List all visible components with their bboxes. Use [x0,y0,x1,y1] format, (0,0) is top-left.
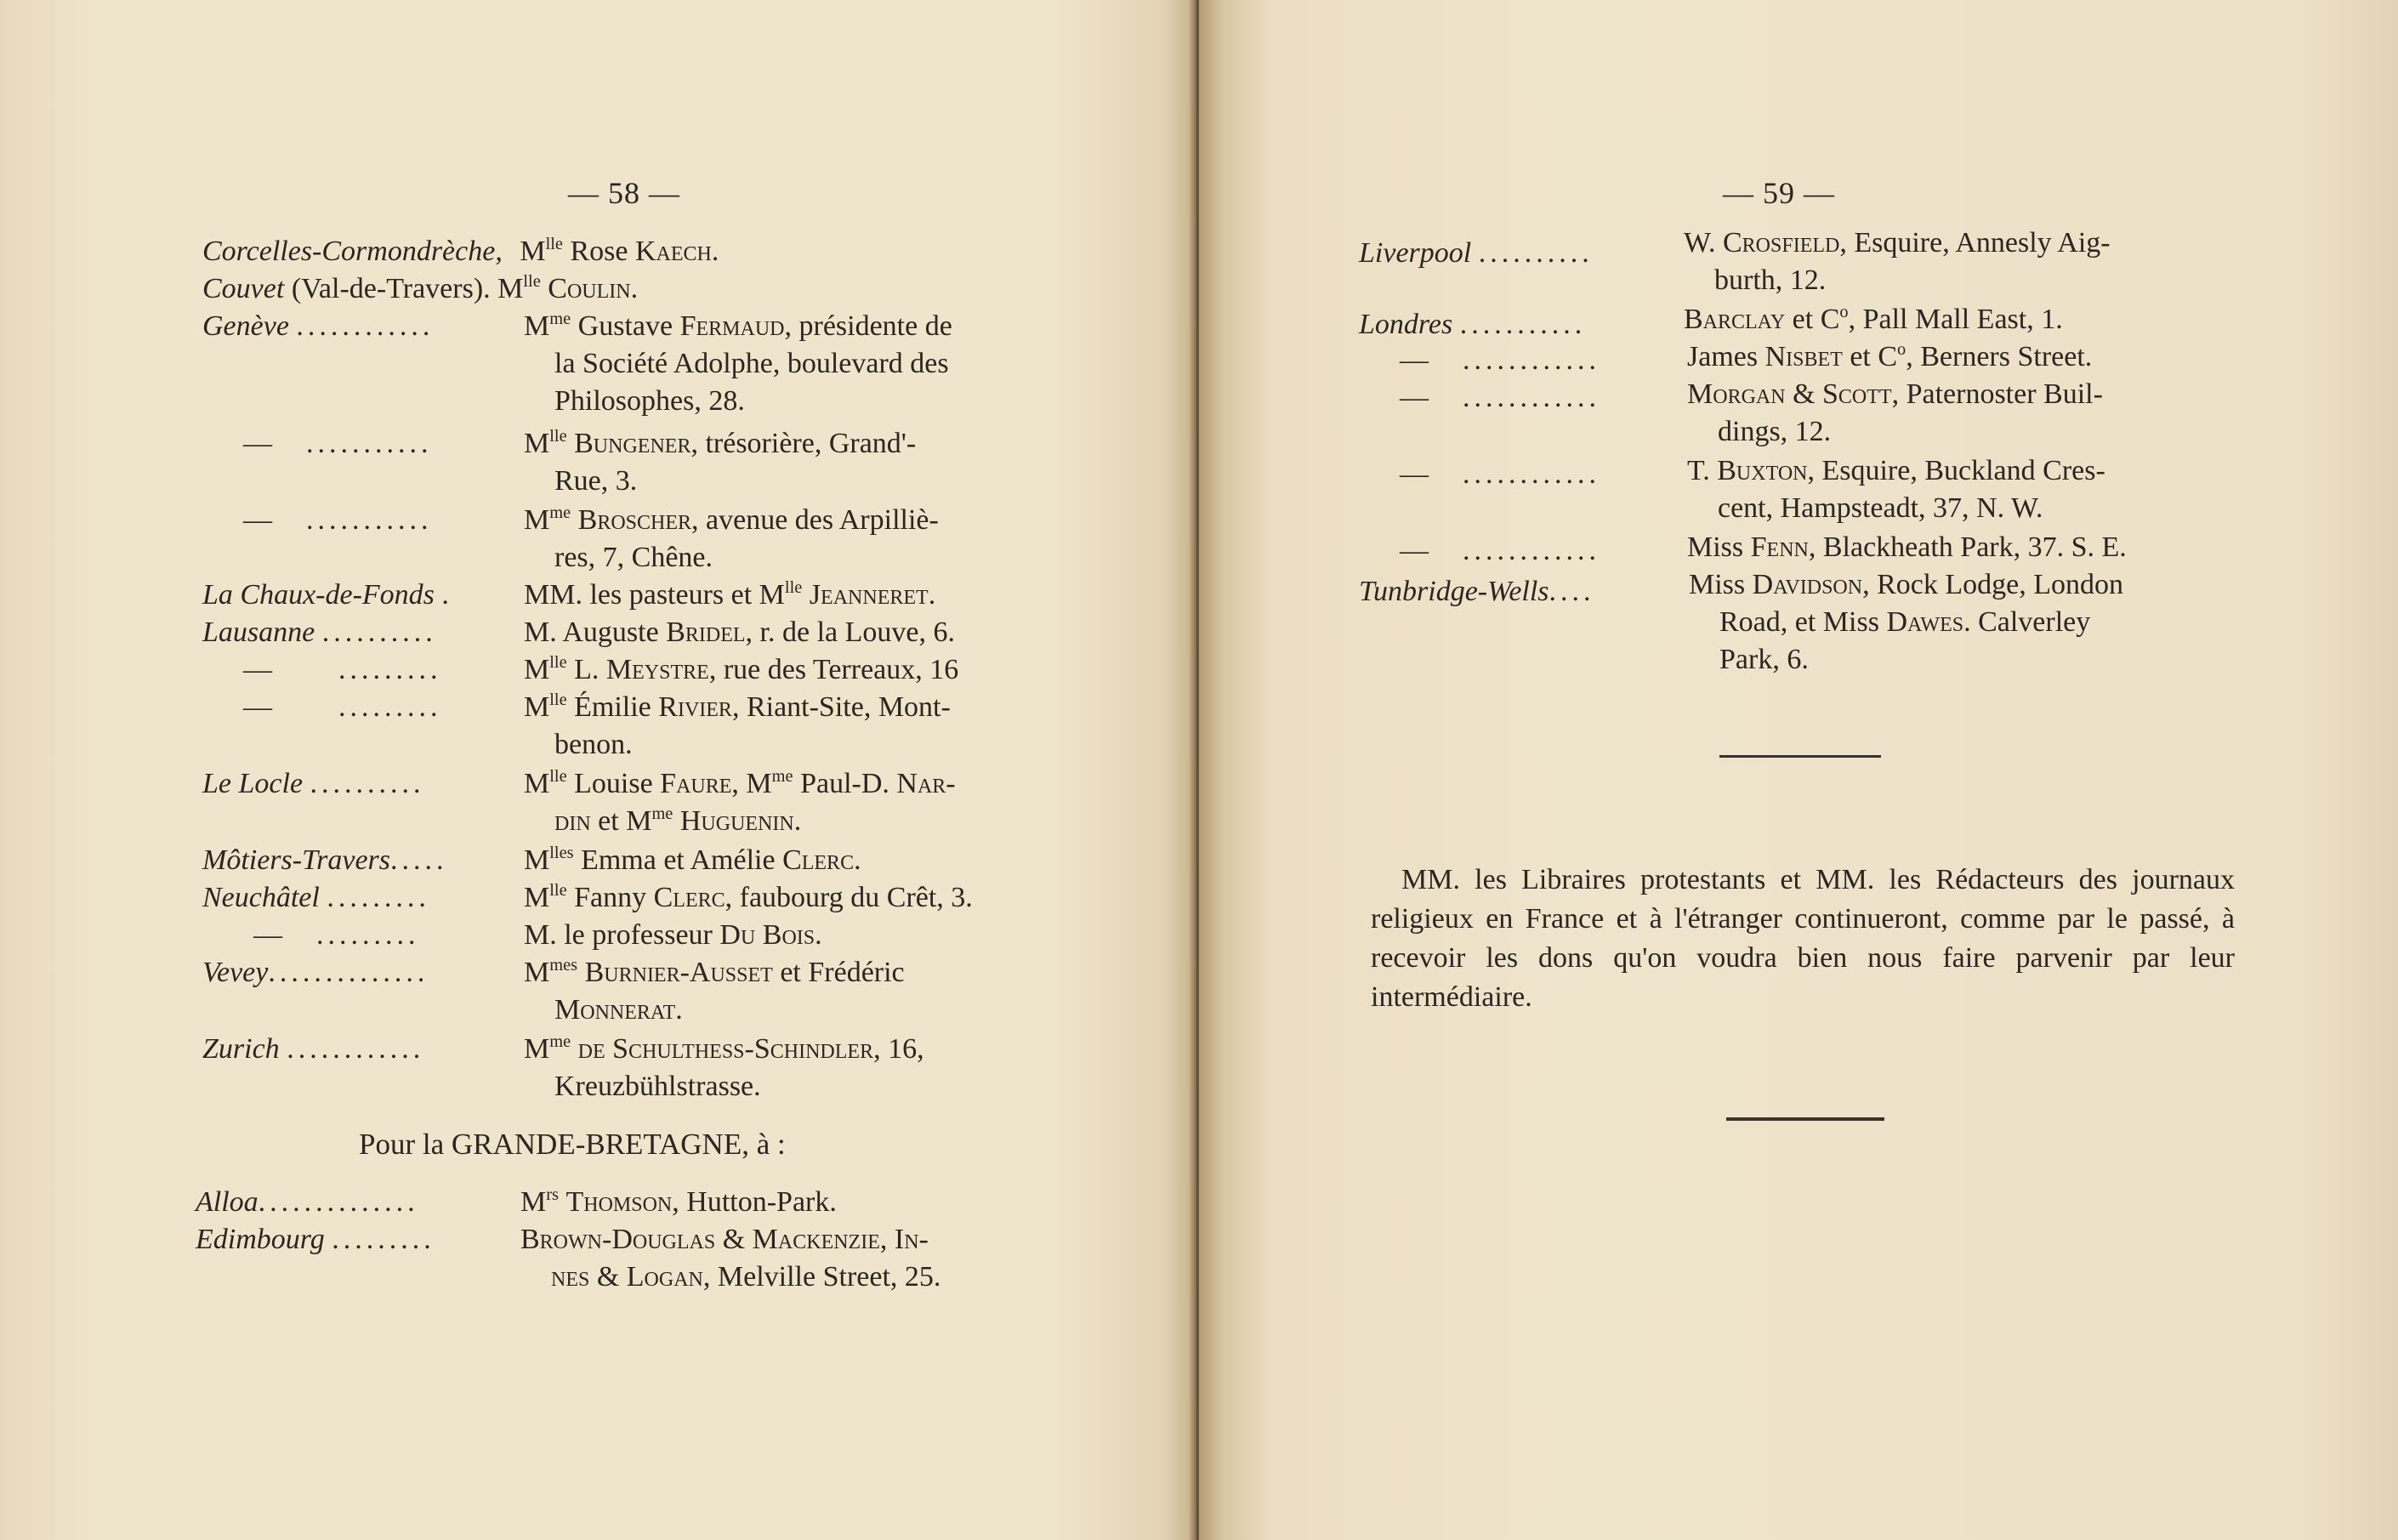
section-heading: Pour la GRANDE-BRETAGNE, à : [359,1128,786,1161]
page-number: — 59 — [1723,176,1835,210]
place-name: La Chaux-de-Fonds . [202,579,453,611]
place-name: Couvet [202,273,285,304]
entry-text: Barclay et $C^o$, Pall Mall East, 1. [1684,302,2063,335]
ditto-mark: — ............ [1400,535,1600,566]
entry-text: Brown-Douglas & Mackenzie, In- nes & Logan, Melville Street, 25. [520,1224,941,1293]
place-name: Edimbourg ......... [196,1224,435,1255]
place-name: Liverpool .......... [1359,237,1594,269]
divider-rule [1719,755,1881,758]
place-name: Genève ............ [202,310,435,342]
entry-text: Miss Davidson, Rock Lodge, London Road, et Miss Dawes. Calverley Park, 6. [1689,569,2124,675]
list-item [202,233,1070,270]
entry-text: $M^{mes}$ Burnier-Ausset et Frédéric Monnerat. [524,955,905,1026]
place-name: Zurich ............ [202,1033,425,1065]
entry-text: $M^{lle}$ Louise Faure, $M^{me}$ Paul-D. Nar- din et $M^{me}$ Huguenin. [524,766,956,837]
ditto-mark: — ............ [1400,382,1600,413]
place-name: Môtiers-Travers..... [202,844,448,876]
ditto-mark: — ........... [243,428,433,459]
place-name: Lausanne .......... [202,617,437,648]
page-number: — 58 — [568,176,680,210]
entry-text: $M^{lle}$ Fanny Clerc, faubourg du Crêt, 3. [524,880,973,913]
place-name: Le Locle .......... [202,768,425,799]
entry-text: M. le professeur Du Bois. [524,919,822,951]
place-name: Alloa.............. [196,1186,419,1218]
list-item [202,270,1070,308]
entry-text: T. Buxton, Esquire, Buckland Cres- cent, Hampsteadt, 37, N. W. [1687,455,2105,524]
entry-text: W. Crosfield, Esquire, Annesly Aig- burth, 12. [1684,227,2111,296]
right-page [1199,0,2398,1540]
ditto-mark: — ........... [243,504,433,536]
ditto-mark: — ............ [1400,458,1600,490]
entry-text: $M^{lle}$ Émilie Rivier, Riant-Site, Mont- benon. [524,690,951,760]
entry-text: $M^{rs}$ Thomson, Hutton-Park. [520,1185,837,1218]
entry-text: $M^{me}$ Gustave Fermaud, présidente de la Société Adolphe, boulevard des Philosophes, 28. [524,309,952,417]
closing-paragraph: MM. les Libraires protestants et MM. les Rédacteurs des journaux religieux en France et à l'étranger continueront, comme par le passé, à recevoir les dons qu'on voudra bien nous faire parvenir par leur intermédiaire. [1371,864,2235,1013]
entry-text: $M^{me}$ Broscher, avenue des Arpilliè- res, 7, Chêne. [524,503,939,573]
place-name: Vevey.............. [202,957,429,988]
entry-text: Morgan & Scott, Paternoster Buil- dings, 12. [1687,378,2103,447]
entry-text: MM. les pasteurs et $M^{lle}$ Jeanneret. [524,577,936,611]
ditto-mark: — ......... [253,919,420,951]
entry-text: James Nisbet et $C^o$, Berners Street. [1687,339,2093,372]
ditto-mark: — ......... [243,654,442,685]
ditto-mark: — ......... [243,691,442,723]
entry-text: $M^{lle}$ Rose Kaech. [520,234,719,267]
list-item [202,308,1070,427]
place-name: Tunbridge-Wells.... [1359,576,1595,607]
place-name: Londres ........... [1359,309,1587,340]
entry-text: $M^{lle}$ L. Meystre, rue des Terreaux, 16 [524,652,959,685]
place-name: Neuchâtel ......... [202,882,430,913]
entry-text: $M^{me}$ de Schulthess-Schindler, 16, Kreuzbühlstrasse. [524,1031,924,1102]
entry-text: $M^{lle}$ Bungener, trésorière, Grand'- Rue, 3. [524,426,917,497]
divider-rule [1726,1117,1884,1121]
entry-text: Miss Fenn, Blackheath Park, 37. S. E. [1687,531,2127,563]
entry-text: (Val-de-Travers). $M^{lle}$ Coulin. [291,271,639,304]
entry-text: M. Auguste Bridel, r. de la Louve, 6. [524,617,955,648]
place-name: Corcelles-Cormondrèche, [202,236,503,267]
entry-text: $M^{lles}$ Emma et Amélie Clerc. [524,843,861,876]
ditto-mark: — ............ [1400,344,1600,376]
